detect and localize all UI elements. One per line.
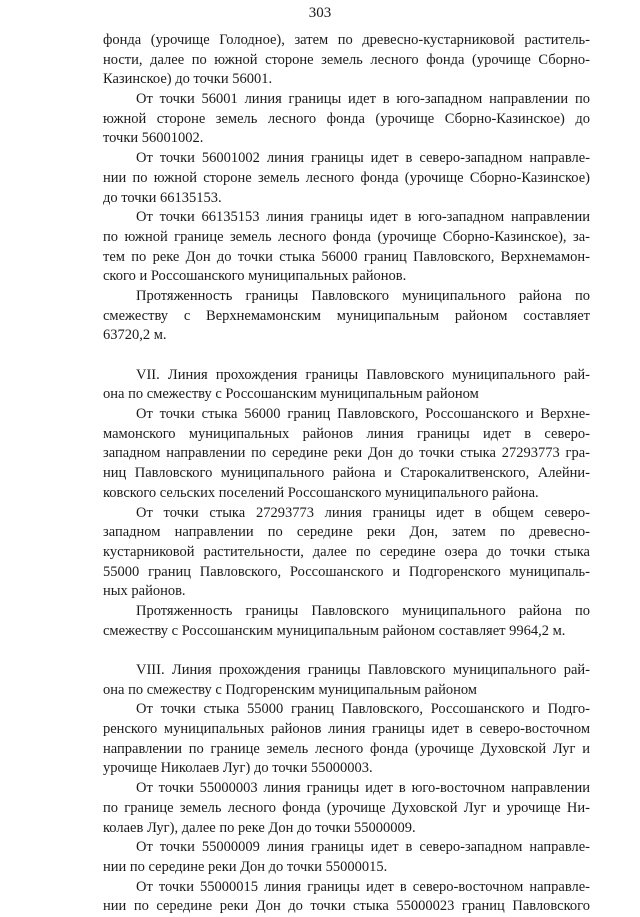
text-line: смежеству с Верхнемамонским муниципальным районом составляет <box>103 307 590 324</box>
text-line: южной стороне земель лесного фонда (урочище Сборно-Казинское) до <box>103 110 590 127</box>
paragraph <box>103 90 590 149</box>
text-line: От точки стыка 56000 границ Павловского, Россошанского и Верхне- <box>136 406 590 423</box>
text-line: VIII. Линия прохождения границы Павловского муниципального рай- <box>136 662 590 678</box>
text-line: западном направлении по середине реки Дон, затем по древесно- <box>103 524 590 541</box>
text-line: Казинское) до точки 56001. <box>103 71 273 88</box>
paragraph <box>103 208 590 287</box>
text-line: она по смежеству с Подгоренским муниципальным районом <box>103 681 477 698</box>
text-line: нии по середине реки Дон до точки 55000015. <box>103 858 388 875</box>
text-line: ковского сельских поселений Россошанского муниципального района. <box>103 484 539 501</box>
text-line: От точки стыка 55000 границ Павловского, Россошанского и Подго- <box>136 701 590 718</box>
text-line: фонда (урочище Голодное), затем по древесно-кустарниковой раститель- <box>103 32 590 48</box>
text-line: ского и Россошанского муниципальных районов. <box>103 268 407 285</box>
section-spacer <box>103 346 590 366</box>
text-line: Протяженность границы Павловского муниципального района по <box>136 287 590 304</box>
text-line: направлении по границе земель лесного фонда (урочище Духовской Луг и <box>103 740 590 757</box>
paragraph <box>103 838 590 877</box>
text-line: смежеству с Россошанским муниципальным районом составляет 9964,2 м. <box>103 622 566 639</box>
text-line: нии по середине реки Дон до точки стыка 55000023 границ Павловского <box>103 898 590 915</box>
text-line: до точки 66135153. <box>103 189 222 206</box>
text-line: мамонского муниципальных районов линия границы идет в северо- <box>103 425 590 442</box>
text-line: кустарниковой растительности, далее по середине озера до точки стыка <box>103 543 590 560</box>
paragraph <box>103 31 590 90</box>
text-line: по южной границе земель лесного фонда (урочище Сборно-Казинское), за- <box>103 228 590 245</box>
text-line: точки 56001002. <box>103 130 204 147</box>
text-line: От точки 55000009 линия границы идет в северо-западном направле- <box>136 839 590 856</box>
text-line: VII. Линия прохождения границы Павловского муниципального рай- <box>136 366 590 383</box>
paragraph <box>103 878 590 917</box>
text-line: От точки 55000015 линия границы идет в северо-восточном направле- <box>136 878 590 895</box>
text-line: ренского муниципальных районов линия границы идет в северо-восточном <box>103 721 590 738</box>
paragraph <box>103 287 590 346</box>
text-line: нии по южной стороне земель лесного фонда (урочище Сборно-Казинское) <box>103 169 590 186</box>
text-line: по границе земель лесного фонда (урочище Духовской Луг и урочище Ни- <box>103 799 590 816</box>
text-line: ниц Павловского муниципального района и Старокалитвенского, Алейни- <box>103 465 590 482</box>
text-line: тем по реке Дон до точки стыка 56000 границ Павловского, Верхнемамон- <box>103 248 590 265</box>
text-line: западном направлении по середине реки Дон до точки стыка 27293773 гра- <box>103 445 590 462</box>
text-line: ных районов. <box>103 583 186 600</box>
text-line: урочище Николаев Луг) до точки 55000003. <box>103 760 373 777</box>
text-line: колаев Луг), далее по реке Дон до точки 55000009. <box>103 819 416 836</box>
paragraph <box>103 700 590 779</box>
document-body <box>103 31 590 917</box>
section-heading <box>103 661 590 700</box>
text-line: От точки 56001002 линия границы идет в северо-западном направле- <box>136 150 590 167</box>
text-line: От точки 56001 линия границы идет в юго-западном направлении по <box>136 91 590 108</box>
paragraph <box>103 405 590 503</box>
paragraph <box>103 504 590 602</box>
text-line: ности, далее по южной стороне земель лесного фонда (урочище Сборно- <box>103 51 590 68</box>
section-heading <box>103 366 590 405</box>
paragraph <box>103 779 590 838</box>
text-line: 63720,2 м. <box>103 327 167 344</box>
paragraph <box>103 602 590 641</box>
section-spacer <box>103 641 590 661</box>
text-line: От точки 66135153 линия границы идет в юго-западном направлении <box>136 209 590 226</box>
text-line: От точки стыка 27293773 линия границы идет в общем северо- <box>136 504 590 521</box>
text-line: Протяженность границы Павловского муниципального района по <box>136 602 590 619</box>
text-line: От точки 55000003 линия границы идет в юго-восточном направлении <box>136 780 590 797</box>
paragraph <box>103 149 590 208</box>
page-number: 303 <box>308 5 332 21</box>
text-line: 55000 границ Павловского, Россошанского и Подгоренского муниципаль- <box>103 563 590 580</box>
text-line: она по смежеству с Россошанским муниципальным районом <box>103 386 479 403</box>
